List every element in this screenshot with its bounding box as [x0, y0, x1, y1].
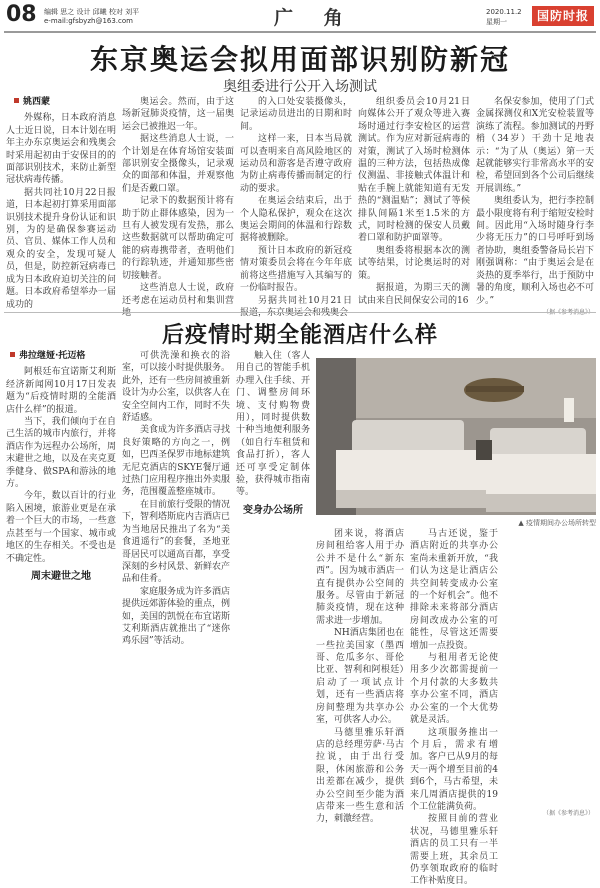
paragraph: 据这些消息人士说，一个计划是在体育场馆安装面部识别安全摄像头，记录观众的面部和体温，并观察他们是否戴口罩。: [122, 134, 234, 194]
paragraph: 记录下的数据预计将有助于防止群体感染，因为一旦有人被发现有发热，那么这些数据就可以帮助确定可能的病毒携带者，查明他们的行踪轨迹，并通知那些密切接触者。: [122, 196, 234, 281]
paragraph: 据共同社10月22日报道，日本起初打算采用面部识别技术提升身份认证和识别，为的是确保参赛运动员、官员、媒体工作人员和观众的安全，发现可疑人员，但是，防控新冠病毒已成为日本政府迫切关注的问题。日本政府希望举办一届成功的: [6, 187, 116, 310]
paragraph: 奥组委将根据本次的测试等结果，讨论奥运时的对策。: [358, 245, 470, 281]
article2-text-3: [236, 350, 310, 499]
paragraph: 奥运会。然而，由于这场新冠肺炎疫情，这一届奥运会已被推迟一年。: [122, 97, 234, 132]
paragraph: 马古还说，鉴于酒店附近的共享办公室尚未重新开放，“我们认为这是让酒店公共空间转变成办公室的一个好机会”。他不排除未来将部分酒店房间改成办公室的可能性，尽管这还需要增加一点投资。: [410, 529, 498, 651]
paragraph: 外媒称，日本政府消息人士近日说，日本计划在明年主办东京奥运会和残奥会时采用起初由于安保目的的面部识别技术，来防止新型冠状病毒传播。: [6, 113, 116, 186]
article2-subhead-office: 变身办公场所: [243, 504, 303, 516]
hotel-room-illustration: [316, 358, 596, 515]
paragraph: 触入住（客人用自己的智能手机办理入住手续、开门、调整房间环境、支付购物费用），同时提供数十种当地便利服务（如自行车租赁和食品打折），客人还可享受定制体验，获得城市指南等。: [236, 351, 310, 498]
paragraph: 按照目前的营业状况，马德里雅乐轩酒店的员工只有一半需要上班，其余员工仍享领取政府的临时工作补贴度日。: [410, 814, 498, 887]
paragraph: 与租用者无论使用多少次都需提前一个月付款的大多数共享办公室不同，酒店办公室的一个大优势就是灵活。: [410, 653, 498, 726]
article1-title: 东京奥运会拟用面部识别防新冠: [89, 43, 510, 76]
article2-byline: 弗拉继娅·托迈格: [10, 350, 116, 362]
article1-column-3: [240, 96, 352, 306]
article2-column-5: [410, 528, 498, 887]
paragraph: 这些消息人士说，政府还考虑在运动员村和集训营: [122, 283, 234, 306]
paragraph: 预计日本政府的新冠疫情对策委员会将在今年年底前将这些措施写入其编写的一份临时报告。: [240, 245, 352, 294]
issue-date: [486, 7, 522, 27]
paragraph: 这样一来，日本当局就可以查明来自高风险地区的运动员和游客是否遵守政府为防止病毒传播而制定的行动的要求。: [240, 134, 352, 194]
article2-column-1: [6, 350, 116, 824]
hotel-room-photo: [316, 358, 596, 515]
date-text: 2020.11.2: [486, 8, 522, 16]
article1-column-2: [122, 96, 234, 306]
paragraph: 在目前旅行受限的情况下，智利塔斯庇内吉酒店已为当地居民推出了名为“美食逍遥行”的套餐，圣地亚哥居民可以通高百都，享受深刻的乡村风景、新鲜农产品和佳肴。: [122, 499, 231, 585]
article2-column-3: [236, 350, 310, 824]
article1-text-5: [476, 96, 594, 307]
paragraph: 阿根廷布宜诺斯艾利斯经济新闻网10月17日发表题为“后疫情时期的全能酒店什么样”的报道。: [6, 367, 116, 415]
article1-text-3: [240, 96, 352, 319]
article1-column-4: [358, 96, 470, 306]
email-line: e-mail:gfsbyzh@163.com: [44, 17, 133, 25]
paragraph: 马德里雅乐轩酒店的总经理劳萨·马古拉说，由于出行受限，休闲旅游和公务出差都在减少，提供办公空间至少能为酒店带来一些生意和活力，刺激经营。: [316, 727, 404, 825]
article2-text-2: [122, 350, 230, 648]
article1-column-5: [476, 96, 594, 306]
article1-text-4: [358, 96, 470, 307]
paragraph: 名保安参加，使用了门式金属探测仪和X光安检装置等演练了流程。参加测试的丹野梢（34岁）干劲十足地表示：“为了从（奥运）第一天起就能够实行非常高水平的安检，希望回到各个公司后继续开展训练。”: [476, 97, 594, 194]
paragraph: 美食成为许多酒店寻找良好策略的方向之一，例如，巴西圣保罗市地标建筑无尼克酒店的SKYE餐厅通过热门应用程序推出外卖服务，范围覆盖整座城市。: [122, 425, 231, 498]
header-rule: [4, 31, 596, 33]
article2-text-4: [316, 528, 404, 826]
paragraph: 这项服务推出一个月后，需求有增加。客户已从9月的每天一两个增至目前的4到6个，马古希望，未来几周酒店提供的19个工位能满负荷。: [410, 727, 498, 812]
article-divider: [4, 312, 596, 313]
page-header: [0, 0, 600, 34]
article1-column-1: [6, 96, 116, 310]
article2-title: 后疫情时期全能酒店什么样: [161, 323, 438, 348]
photo-caption: ▲ 疫情期间办公场所转型: [518, 519, 596, 527]
section-title: 广 角: [274, 7, 355, 29]
paragraph: 在奥运会结束后，出于个人隐私保护，观众在这次奥运会期间的体温和行踪数据将被删除。: [240, 196, 352, 244]
article2-subhead-weekend: 周末避世之地: [31, 570, 91, 582]
weekday-text: 星期一: [486, 18, 507, 26]
article1-subtitle: 奥组委进行公开入场测试: [223, 79, 377, 95]
article2-text-5: [410, 528, 498, 888]
paragraph: 家庭服务成为许多酒店提供远郊游体验的重点，例如，美国的凯悦在布宜诺斯艾利斯酒店就推出了“迷你鸡乐园”等活动。: [122, 586, 231, 647]
article1-text-1: [6, 112, 116, 311]
paragraph: 团来说，将酒店房间租给客人用于办公并不是什么“新东西”。因为城市酒店一直有提供办公空间的服务。尽管由于新冠肺炎疫情，现在这种需求进一步增加。: [316, 529, 404, 626]
article2-column-2: [122, 350, 230, 824]
paragraph: 的入口处安装摄像头，记录运动员进出的日期和时间。: [240, 97, 352, 132]
paragraph: 今年，数以百计的行业陷入困境，旅游业更是在承着一个巨大的市场，一些意点甚至与一个国家、城市或地区的生存相关。不受也是不确定性。: [6, 491, 116, 564]
paragraph: 组织委员会10月21日向媒体公开了观众等进入赛场时通过行李安检区的运营测试。作为应对新冠病毒的对策，测试了入场时检测体温的三种方法，包括热成像仪测温、非接触式体温计和贴在手腕上就能知道有无发热的“测温贴”；测试了等候排队间隔1米至1.5米的方式，同时检测的保安人员戴着口罩和防护面罩等。: [358, 97, 470, 244]
article2-text-1: [6, 366, 116, 565]
editor-line: 编辑 思之 设计 邱曦 校对 刘平: [44, 8, 140, 16]
paragraph: NH酒店集团也在一些拉美国家（墨西哥、危瓜多尔、哥伦比亚、智利和阿根廷）启动了一项试点计划，还有一些酒店将房间整理为共享办公室，可供客人办公。: [316, 628, 404, 726]
article2-column-6: [504, 528, 594, 824]
article2-column-4: [316, 528, 404, 824]
article1-byline: 姚西蒙: [14, 96, 116, 108]
article2-source-note: （据《参考消息》）: [542, 810, 594, 817]
paragraph: 另据共同社10月21日: [258, 295, 352, 306]
paragraph: 奥组委认为，把行李控制最小限度将有利于缩短安检时间。因此用“入场时随身行李少将无压力”的口号呼吁到场者协助，奥组委警备局长岩下刚强调称：“由于奥运会是在炎热的夏季举行，出于预防中暑的角度，顺利入场也必不可少。”: [476, 196, 594, 306]
paragraph: 可供洗澡和换衣的浴室，可以接小时提供服务。此外，还有一些房间被重新设计为办公室，以供客人在安全空间内工作，同时不失舒适感。: [122, 351, 231, 424]
paragraph: 当下，我们倾向于在自己生活的城市内旅行，并将酒店作为远程办公场所，周末避世之地，以及在夹克夏季健身、做SPA和游泳的地方。: [6, 417, 116, 490]
editor-credits: [44, 8, 139, 26]
paragraph: 据报道，为期三天的测试由来自民间保安公司的16: [358, 283, 470, 306]
page-number: 08: [6, 2, 37, 27]
newspaper-logo: 国防时报: [532, 6, 594, 26]
article1-text-2: [122, 96, 234, 319]
